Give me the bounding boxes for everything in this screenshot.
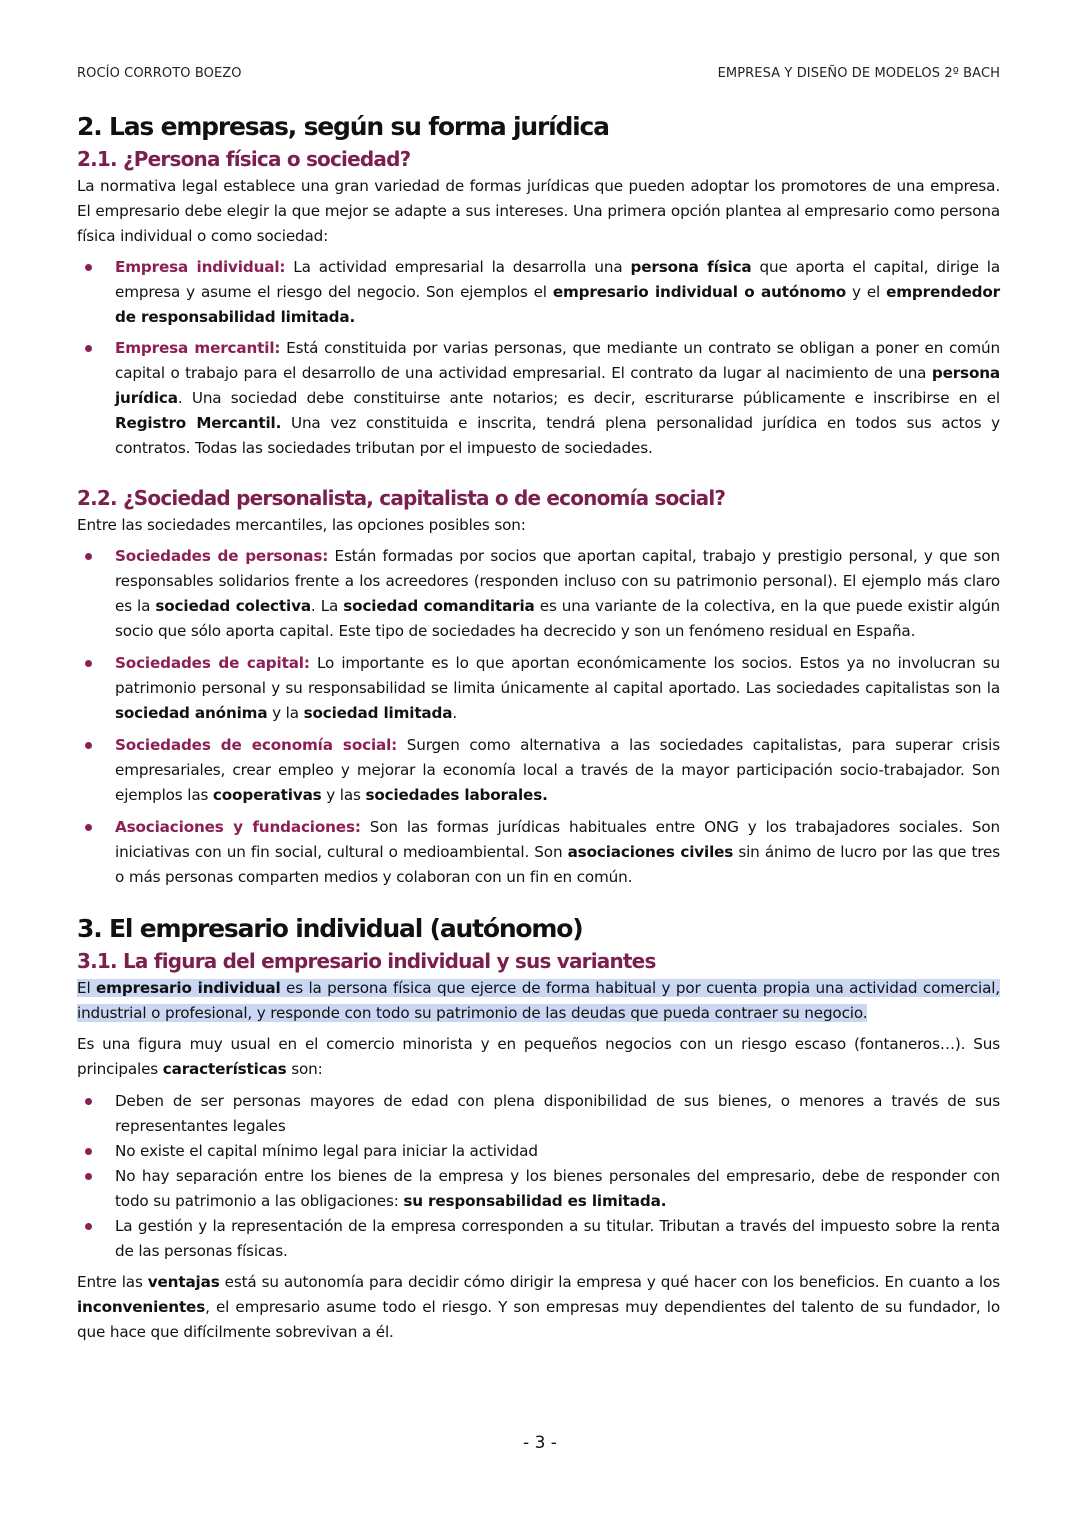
bullet-icon xyxy=(85,1223,92,1230)
list-item: La gestión y la representación de la empresa corresponden a su titular. Tributan a través del impuesto sobre la renta de las personas físicas. xyxy=(77,1214,1000,1264)
section-2-1-list xyxy=(77,255,1000,461)
section-2-1-intro: La normativa legal establece una gran variedad de formas jurídicas que pueden adoptar los promotores de una empresa. El empresario debe elegir la que mejor se adapte a sus intereses. Una primera opción plantea al empresario como persona física individual o como sociedad: xyxy=(77,177,1000,245)
list-item: Asociaciones y fundaciones: Son las formas jurídicas habituales entre ONG y los trabajadores sociales. Son iniciativas con un fin social, cultural o medioambiental. Son asociaciones civiles sin ánimo de lucro por las que tres o más personas comparten medios y colaboran con un fin en común. xyxy=(77,815,1000,890)
page-content xyxy=(77,110,1000,1345)
bullet-icon xyxy=(85,1148,92,1155)
section-2-title: 2. Las empresas, según su forma jurídica xyxy=(77,112,609,141)
characteristics-list xyxy=(77,1089,1000,1264)
bullet-icon xyxy=(85,1098,92,1105)
header-subject: EMPRESA Y DISEÑO DE MODELOS 2º BACH xyxy=(717,66,1000,81)
highlighted-text: El empresario individual es la persona física que ejerce de forma habitual y por cuenta propia una actividad comercial, industrial o profesional, y responde con todo su patrimonio de las deudas que pueda contraer su negocio. xyxy=(77,979,1000,1022)
list-item: Empresa individual: La actividad empresarial la desarrolla una persona física que aporta el capital, dirige la empresa y asume el riesgo del negocio. Son ejemplos el empresario individual o autónomo y el emprendedor de responsabilidad limitada. xyxy=(77,255,1000,330)
list-item: No existe el capital mínimo legal para iniciar la actividad xyxy=(77,1139,1000,1164)
bullet-icon xyxy=(85,553,92,560)
section-2-1-title: 2.1. ¿Persona física o sociedad? xyxy=(77,147,411,171)
list-item: Sociedades de economía social: Surgen como alternativa a las sociedades capitalistas, para superar crisis empresariales, crear empleo y mejorar la economía local a través de la mayor participación socio-trabajador. Son ejemplos las cooperativas y las sociedades laborales. xyxy=(77,733,1000,808)
bullet-icon xyxy=(85,345,92,352)
list-item: Sociedades de personas: Están formadas por socios que aportan capital, trabajo y prestigio personal, y que son responsables solidarios frente a los acreedores (responden incluso con su patrimonio personal). El ejemplo más claro es la sociedad colectiva. La sociedad comanditaria es una variante de la colectiva, en la que puede existir algún socio que sólo aporta capital. Este tipo de sociedades ha decrecido y son un fenómeno residual en España. xyxy=(77,544,1000,644)
list-item: No hay separación entre los bienes de la empresa y los bienes personales del empresario, debe de responder con todo su patrimonio a las obligaciones: su responsabilidad es limitada. xyxy=(77,1164,1000,1214)
bullet-icon xyxy=(85,660,92,667)
definition-paragraph xyxy=(77,976,1000,1026)
list-item: Sociedades de capital: Lo importante es lo que aportan económicamente los socios. Estos ya no involucran su patrimonio personal y su responsabilidad se limita únicamente al capital aportado. Las sociedades capitalistas son la sociedad anónima y la sociedad limitada. xyxy=(77,651,1000,726)
section-3-title: 3. El empresario individual (autónomo) xyxy=(77,914,583,943)
bullet-icon xyxy=(85,824,92,831)
list-item: Empresa mercantil: Está constituida por varias personas, que mediante un contrato se obligan a poner en común capital o trabajo para el desarrollo de una actividad empresarial. El contrato da lugar al nacimiento de una persona jurídica. Una sociedad debe constituirse ante notarios; es decir, escriturarse públicamente e inscribirse en el Registro Mercantil. Una vez constituida e inscrita, tendrá plena personalidad jurídica en todos sus actos y contratos. Todas las sociedades tributan por el impuesto de sociedades. xyxy=(77,336,1000,461)
page-header xyxy=(77,66,1000,81)
characteristics-intro: Es una figura muy usual en el comercio minorista y en pequeños negocios con un riesgo escaso (fontaneros…). Sus principales características son: xyxy=(77,1035,1000,1078)
header-author: ROCÍO CORROTO BOEZO xyxy=(77,66,242,81)
list-item: Deben de ser personas mayores de edad con plena disponibilidad de sus bienes, o menores a través de sus representantes legales xyxy=(77,1089,1000,1139)
pros-cons-paragraph: Entre las ventajas está su autonomía para decidir cómo dirigir la empresa y qué hacer con los beneficios. En cuanto a los inconvenientes, el empresario asume todo el riesgo. Y son empresas muy dependientes del talento de su fundador, lo que hace que difícilmente sobrevivan a él. xyxy=(77,1273,1000,1341)
page-number: - 3 - xyxy=(523,1433,557,1453)
bullet-icon xyxy=(85,742,92,749)
section-3-1-title: 3.1. La figura del empresario individual y sus variantes xyxy=(77,949,656,973)
bullet-icon xyxy=(85,1173,92,1180)
section-2-2-intro: Entre las sociedades mercantiles, las opciones posibles son: xyxy=(77,516,526,534)
section-2-2-list xyxy=(77,544,1000,890)
bullet-icon xyxy=(85,264,92,271)
section-2-2-title: 2.2. ¿Sociedad personalista, capitalista o de economía social? xyxy=(77,486,726,510)
